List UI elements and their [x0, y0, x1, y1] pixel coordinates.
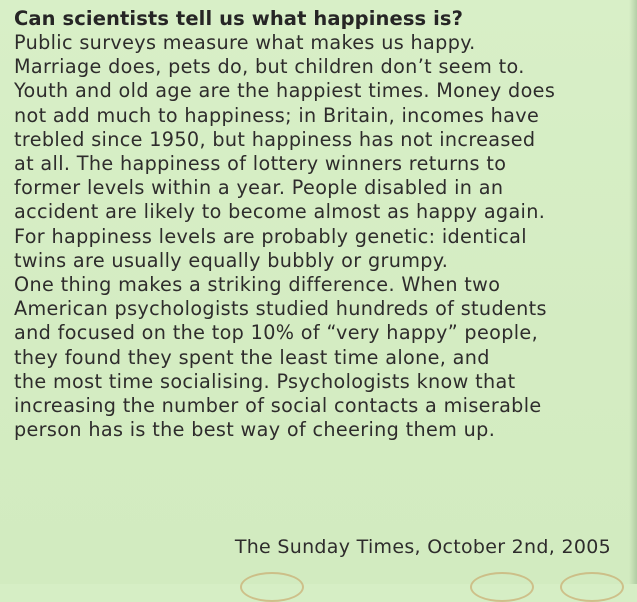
decorative-swirl	[560, 572, 624, 602]
body-line: they found they spent the least time alone, and	[14, 345, 490, 369]
body-line: Youth and old age are the happiest times. Money does	[14, 79, 556, 103]
body-line: twins are usually equally bubbly or grumpy.	[14, 248, 449, 272]
body-line: accident are likely to become almost as happy again.	[14, 200, 546, 224]
body-line: and focused on the top 10% of “very happy” people,	[14, 321, 539, 345]
body-line: For happiness levels are probably genetic: identical	[14, 224, 527, 248]
body-line: American psychologists studied hundreds of students	[14, 297, 547, 321]
decorative-swirl	[240, 572, 304, 602]
body-line: trebled since 1950, but happiness has not increased	[14, 127, 536, 151]
body-line: person has is the best way of cheering them up.	[14, 418, 496, 442]
body-line: increasing the number of social contacts a miserable	[14, 394, 542, 418]
body-line: the most time socialising. Psychologists know that	[14, 369, 516, 393]
body-line: One thing makes a striking difference. When two	[14, 273, 501, 297]
decorative-swirl	[470, 572, 534, 602]
body-line: not add much to happiness; in Britain, incomes have	[14, 103, 540, 127]
body-line: Public surveys measure what makes us happy.	[14, 31, 476, 54]
page-edge-shadow	[629, 0, 637, 584]
article	[14, 6, 629, 442]
body-line: Marriage does, pets do, but children don’t seem to.	[14, 55, 525, 79]
article-source: The Sunday Times, October 2nd, 2005	[234, 536, 611, 558]
article-body	[14, 31, 629, 442]
body-line: at all. The happiness of lottery winners returns to	[14, 152, 507, 176]
article-heading: Can scientists tell us what happiness is?	[14, 7, 464, 30]
body-line: former levels within a year. People disabled in an	[14, 176, 504, 200]
